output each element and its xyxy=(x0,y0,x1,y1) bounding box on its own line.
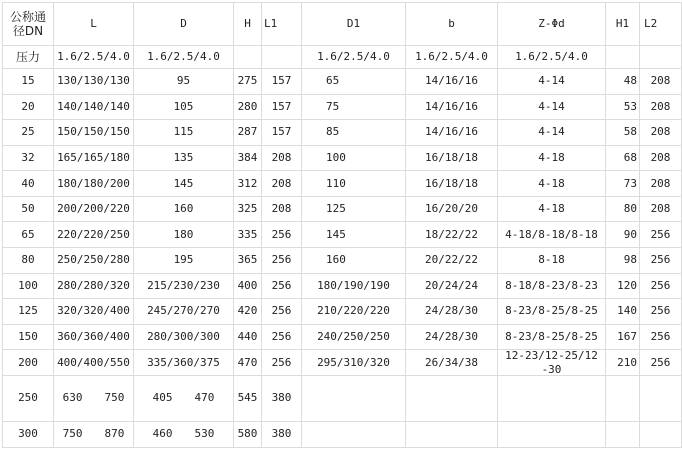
cell-b: 20/22/22 xyxy=(406,248,498,274)
cell-H: 400 xyxy=(234,274,262,300)
cell-dn: 80 xyxy=(2,248,54,274)
cell-dn: 100 xyxy=(2,274,54,300)
cell-empty xyxy=(606,422,640,448)
cell-H1: 120 xyxy=(606,274,640,300)
cell-L-b: 750 xyxy=(104,391,125,405)
cell-D1: 65 xyxy=(302,69,406,95)
cell-Z: 4-14 xyxy=(498,95,606,121)
cell-H: 420 xyxy=(234,299,262,325)
cell-L2: 256 xyxy=(640,325,682,351)
dimension-table xyxy=(2,2,671,446)
cell-D: 105 xyxy=(134,95,234,121)
cell-dn: 50 xyxy=(2,197,54,223)
cell-L-a: 630 xyxy=(62,391,83,405)
cell-H: 365 xyxy=(234,248,262,274)
cell-H: 312 xyxy=(234,171,262,197)
cell-D: 180 xyxy=(134,222,234,248)
cell-L2: 208 xyxy=(640,171,682,197)
cell-b: 20/24/24 xyxy=(406,274,498,300)
cell-L1: 208 xyxy=(262,197,302,223)
cell-b: 16/20/20 xyxy=(406,197,498,223)
cell-dn: 20 xyxy=(2,95,54,121)
header-L1: L1 xyxy=(262,2,302,46)
cell-H: 287 xyxy=(234,120,262,146)
cell-b: 18/22/22 xyxy=(406,222,498,248)
cell-L1: 157 xyxy=(262,120,302,146)
header-L2: L2 xyxy=(640,2,682,46)
cell-L: 150/150/150 xyxy=(54,120,134,146)
cell-D1: 110 xyxy=(302,171,406,197)
cell-L2: 256 xyxy=(640,350,682,376)
header-H: H xyxy=(234,2,262,46)
cell-L: 180/180/200 xyxy=(54,171,134,197)
header-Z: Z-Φd xyxy=(498,2,606,46)
cell-H: 440 xyxy=(234,325,262,351)
cell-D1: 100 xyxy=(302,146,406,172)
cell-empty xyxy=(498,376,606,422)
cell-L1: 256 xyxy=(262,274,302,300)
cell-L: 360/360/400 xyxy=(54,325,134,351)
cell-empty xyxy=(406,376,498,422)
cell-empty xyxy=(406,422,498,448)
cell-L2: 256 xyxy=(640,299,682,325)
cell-Z: 12-23/12-25/12-30 xyxy=(498,350,606,376)
cell-b: 14/16/16 xyxy=(406,120,498,146)
cell-empty xyxy=(302,376,406,422)
cell-D: 245/270/270 xyxy=(134,299,234,325)
pressure-label: 压力 xyxy=(2,46,54,69)
cell-Z: 4-18 xyxy=(498,171,606,197)
cell-H1: 73 xyxy=(606,171,640,197)
cell-H: 280 xyxy=(234,95,262,121)
cell-D: 335/360/375 xyxy=(134,350,234,376)
pressure-L1 xyxy=(262,46,302,69)
cell-D-split xyxy=(134,376,234,422)
cell-D1: 295/310/320 xyxy=(302,350,406,376)
cell-Z: 4-18/8-18/8-18 xyxy=(498,222,606,248)
cell-D1: 160 xyxy=(302,248,406,274)
header-dn: 公称通径DN xyxy=(2,2,54,46)
cell-Z: 8-23/8-25/8-25 xyxy=(498,325,606,351)
cell-L1: 208 xyxy=(262,146,302,172)
pressure-Z: 1.6/2.5/4.0 xyxy=(498,46,606,69)
cell-L-split xyxy=(54,376,134,422)
cell-L: 400/400/550 xyxy=(54,350,134,376)
cell-Z: 4-14 xyxy=(498,120,606,146)
cell-dn: 250 xyxy=(2,376,54,422)
cell-D: 280/300/300 xyxy=(134,325,234,351)
cell-D: 195 xyxy=(134,248,234,274)
pressure-D1: 1.6/2.5/4.0 xyxy=(302,46,406,69)
cell-D-b: 470 xyxy=(194,391,215,405)
cell-L2: 256 xyxy=(640,248,682,274)
cell-empty xyxy=(302,422,406,448)
cell-D1: 125 xyxy=(302,197,406,223)
cell-D: 145 xyxy=(134,171,234,197)
cell-L: 130/130/130 xyxy=(54,69,134,95)
cell-L: 200/200/220 xyxy=(54,197,134,223)
cell-Z: 8-18/8-23/8-23 xyxy=(498,274,606,300)
cell-L1: 380 xyxy=(262,422,302,448)
pressure-b: 1.6/2.5/4.0 xyxy=(406,46,498,69)
cell-Z: 8-18 xyxy=(498,248,606,274)
cell-H1: 53 xyxy=(606,95,640,121)
cell-Z: 8-23/8-25/8-25 xyxy=(498,299,606,325)
cell-L2: 208 xyxy=(640,95,682,121)
cell-dn: 150 xyxy=(2,325,54,351)
cell-Z: 4-18 xyxy=(498,146,606,172)
header-b: b xyxy=(406,2,498,46)
cell-D: 135 xyxy=(134,146,234,172)
cell-dn: 125 xyxy=(2,299,54,325)
cell-L1: 256 xyxy=(262,350,302,376)
cell-b: 26/34/38 xyxy=(406,350,498,376)
cell-L1: 380 xyxy=(262,376,302,422)
cell-L2: 256 xyxy=(640,222,682,248)
cell-H1: 48 xyxy=(606,69,640,95)
cell-H1: 90 xyxy=(606,222,640,248)
cell-empty xyxy=(498,422,606,448)
cell-H1: 98 xyxy=(606,248,640,274)
cell-D1: 75 xyxy=(302,95,406,121)
cell-L: 320/320/400 xyxy=(54,299,134,325)
cell-Z: 4-18 xyxy=(498,197,606,223)
cell-b: 16/18/18 xyxy=(406,146,498,172)
cell-empty xyxy=(640,422,682,448)
cell-D-a: 460 xyxy=(152,427,173,441)
header-H1: H1 xyxy=(606,2,640,46)
cell-b: 24/28/30 xyxy=(406,299,498,325)
cell-L1: 157 xyxy=(262,95,302,121)
cell-D1: 180/190/190 xyxy=(302,274,406,300)
cell-H1: 58 xyxy=(606,120,640,146)
cell-H: 325 xyxy=(234,197,262,223)
header-D1: D1 xyxy=(302,2,406,46)
cell-D: 215/230/230 xyxy=(134,274,234,300)
cell-L-a: 750 xyxy=(62,427,83,441)
cell-H: 580 xyxy=(234,422,262,448)
cell-b: 16/18/18 xyxy=(406,171,498,197)
cell-H1: 167 xyxy=(606,325,640,351)
cell-D: 95 xyxy=(134,69,234,95)
cell-b: 24/28/30 xyxy=(406,325,498,351)
header-D: D xyxy=(134,2,234,46)
cell-L2: 208 xyxy=(640,197,682,223)
cell-dn: 200 xyxy=(2,350,54,376)
cell-L1: 256 xyxy=(262,325,302,351)
pressure-H xyxy=(234,46,262,69)
cell-H: 275 xyxy=(234,69,262,95)
cell-H: 384 xyxy=(234,146,262,172)
cell-L: 140/140/140 xyxy=(54,95,134,121)
cell-L2: 256 xyxy=(640,274,682,300)
pressure-L: 1.6/2.5/4.0 xyxy=(54,46,134,69)
cell-L1: 256 xyxy=(262,248,302,274)
cell-D: 115 xyxy=(134,120,234,146)
cell-dn: 15 xyxy=(2,69,54,95)
cell-D1: 85 xyxy=(302,120,406,146)
cell-dn: 25 xyxy=(2,120,54,146)
cell-L: 280/280/320 xyxy=(54,274,134,300)
cell-H: 470 xyxy=(234,350,262,376)
cell-L1: 208 xyxy=(262,171,302,197)
cell-H1: 68 xyxy=(606,146,640,172)
cell-D-b: 530 xyxy=(194,427,215,441)
cell-L: 165/165/180 xyxy=(54,146,134,172)
cell-Z: 4-14 xyxy=(498,69,606,95)
pressure-D: 1.6/2.5/4.0 xyxy=(134,46,234,69)
cell-D1: 145 xyxy=(302,222,406,248)
cell-D1: 210/220/220 xyxy=(302,299,406,325)
cell-dn: 65 xyxy=(2,222,54,248)
cell-b: 14/16/16 xyxy=(406,69,498,95)
cell-L1: 256 xyxy=(262,299,302,325)
cell-D-split xyxy=(134,422,234,448)
cell-L1: 256 xyxy=(262,222,302,248)
cell-L2: 208 xyxy=(640,120,682,146)
cell-H1: 80 xyxy=(606,197,640,223)
cell-D1: 240/250/250 xyxy=(302,325,406,351)
pressure-H1 xyxy=(606,46,640,69)
cell-D-a: 405 xyxy=(152,391,173,405)
cell-L2: 208 xyxy=(640,146,682,172)
cell-H1: 210 xyxy=(606,350,640,376)
cell-H: 545 xyxy=(234,376,262,422)
cell-L-split xyxy=(54,422,134,448)
cell-D: 160 xyxy=(134,197,234,223)
cell-L: 220/220/250 xyxy=(54,222,134,248)
header-L: L xyxy=(54,2,134,46)
cell-H: 335 xyxy=(234,222,262,248)
cell-dn: 32 xyxy=(2,146,54,172)
cell-L1: 157 xyxy=(262,69,302,95)
cell-empty xyxy=(606,376,640,422)
cell-H1: 140 xyxy=(606,299,640,325)
cell-L: 250/250/280 xyxy=(54,248,134,274)
cell-dn: 40 xyxy=(2,171,54,197)
cell-L2: 208 xyxy=(640,69,682,95)
cell-b: 14/16/16 xyxy=(406,95,498,121)
cell-dn: 300 xyxy=(2,422,54,448)
cell-empty xyxy=(640,376,682,422)
cell-L-b: 870 xyxy=(104,427,125,441)
pressure-L2 xyxy=(640,46,682,69)
